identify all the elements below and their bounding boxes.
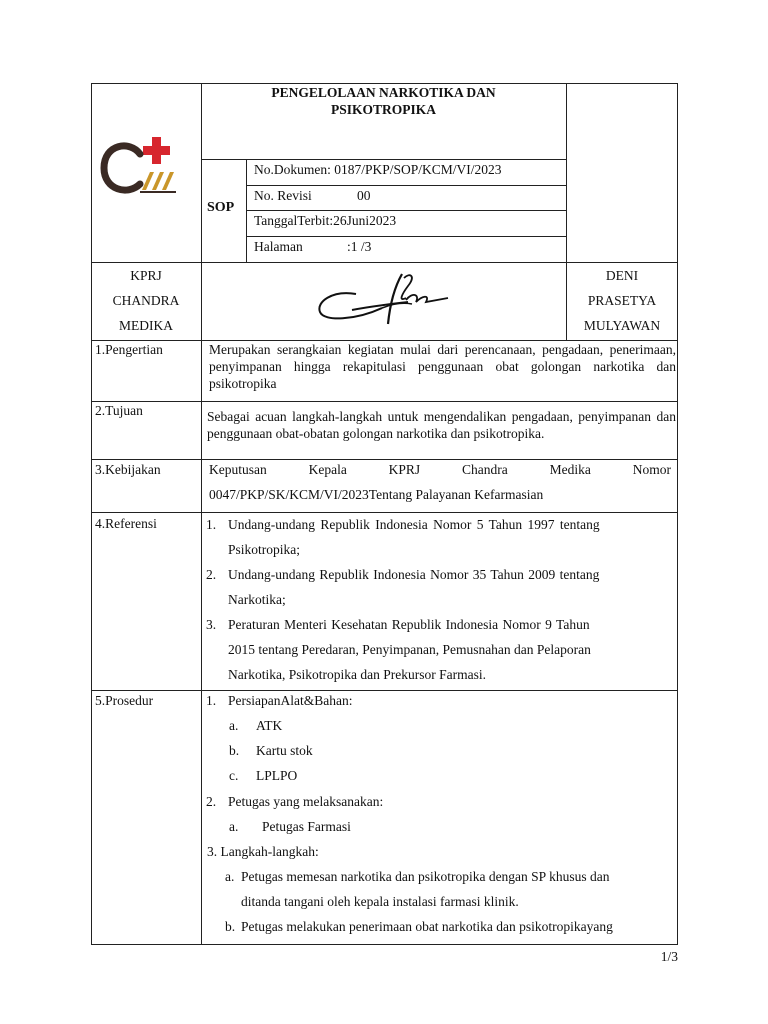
document-title-line: PENGELOLAAN NARKOTIKA DAN <box>271 85 496 100</box>
list-text-line: Narkotika, Psikotropika dan Prekursor Farmasi. <box>228 667 486 682</box>
word: Medika <box>549 462 591 477</box>
word: Kepala <box>308 462 347 477</box>
list-number: 1. <box>206 517 217 532</box>
revision-label: No. Revisi <box>254 188 312 203</box>
list-text-line: 2015 tentang Peredaran, Penyimpanan, Pemusnahan dan Pelaporan <box>228 642 591 657</box>
organization-line: MEDIKA <box>119 318 173 333</box>
word: Chandra <box>462 462 508 477</box>
section-text-kebijakan-line1 <box>209 461 671 478</box>
section-label-referensi: 4.Referensi <box>95 516 157 531</box>
divider <box>91 690 678 691</box>
procedure-step <box>206 688 216 713</box>
sub-letter: c. <box>229 768 239 783</box>
divider <box>246 185 566 186</box>
list-text-line: Narkotika; <box>228 592 286 607</box>
sub-text: Petugas melakukan penerimaan obat narkotika dan psikotropikayang <box>241 919 613 934</box>
page-number: 1/3 <box>660 949 678 964</box>
sub-text: Kartu stok <box>256 743 313 758</box>
document-number: No.Dokumen: 0187/PKP/SOP/KCM/VI/2023 <box>254 162 502 177</box>
step-number: 2. <box>206 794 217 809</box>
signature-icon <box>312 268 452 334</box>
page-label: Halaman <box>254 239 303 254</box>
document-title <box>201 84 566 118</box>
list-item <box>206 562 671 612</box>
page-value: :1 /3 <box>347 239 372 254</box>
sub-text: Petugas Farmasi <box>262 819 351 834</box>
sub-letter: a. <box>229 819 239 834</box>
step-number: 1. <box>206 693 217 708</box>
list-text-line <box>228 512 671 537</box>
sub-letter: a. <box>229 718 239 733</box>
signer-name <box>566 263 678 338</box>
list-text-line: Undang-undang Republik Indonesia Nomor 5 Tahun 1997 tentang <box>228 517 600 532</box>
divider <box>201 340 202 945</box>
divider <box>246 236 566 237</box>
list-text-line: Undang-undang Republik Indonesia Nomor 35 Tahun 2009 tentang <box>228 567 600 582</box>
organization-name <box>91 263 201 338</box>
section-label-tujuan: 2.Tujuan <box>95 403 143 418</box>
divider <box>91 459 678 460</box>
section-label-prosedur: 5.Prosedur <box>95 693 154 708</box>
list-item <box>206 512 671 562</box>
word: Nomor <box>632 462 671 477</box>
section-label-kebijakan: 3.Kebijakan <box>95 462 161 477</box>
section-label-pengertian: 1.Pengertian <box>95 342 163 357</box>
divider <box>201 83 202 340</box>
divider <box>201 159 566 160</box>
list-text <box>228 612 671 687</box>
signature <box>312 268 452 334</box>
sub-text: ditanda tangani oleh kepala instalasi farmasi klinik. <box>241 894 519 909</box>
list-text <box>228 512 671 562</box>
section-text-kebijakan-line2: 0047/PKP/SK/KCM/VI/2023Tentang Palayanan Kefarmasian <box>209 487 544 502</box>
list-number: 3. <box>206 617 217 632</box>
sub-letter: b. <box>225 919 236 934</box>
word: Keputusan <box>209 462 267 477</box>
sub-letter: b. <box>229 743 240 758</box>
logo <box>100 132 186 196</box>
sub-letter: a. <box>225 869 235 884</box>
sub-text: Petugas memesan narkotika dan psikotropika dengan SP khusus dan <box>241 869 610 884</box>
revision-value: 00 <box>357 188 371 203</box>
cross-logo-icon <box>100 132 186 196</box>
procedure-step-text: PersiapanAlat&Bahan: <box>228 693 353 708</box>
signer-line: MULYAWAN <box>583 318 661 333</box>
section-text-pengertian: Merupakan serangkaian kegiatan mulai dari perencanaan, pengadaan, penerimaan, penyimpanan hingga rekapitulasi penggunaan obat golongan narkotika dan psikotropika <box>209 342 676 391</box>
procedure-step-text: Petugas yang melaksanakan: <box>228 794 384 809</box>
organization-line: KPRJ <box>130 268 162 283</box>
procedure-step-text: 3. Langkah-langkah: <box>207 844 319 859</box>
issue-date: TanggalTerbit:26Juni2023 <box>254 213 397 228</box>
divider <box>91 401 678 402</box>
sub-text: ATK <box>256 718 283 733</box>
list-item <box>206 612 671 687</box>
list-text-line: Psikotropika; <box>228 542 301 557</box>
list-number: 2. <box>206 567 217 582</box>
signer-line: DENI <box>605 268 639 283</box>
sop-label: SOP <box>207 200 235 215</box>
word: KPRJ <box>388 462 421 477</box>
signer-line: PRASETYA <box>587 293 657 308</box>
list-text-line: Peraturan Menteri Kesehatan Republik Indonesia Nomor 9 Tahun <box>228 617 590 632</box>
organization-line: CHANDRA <box>112 293 180 308</box>
document-title-line: PSIKOTROPIKA <box>330 102 436 117</box>
sub-text: LPLPO <box>256 768 298 783</box>
section-text-tujuan: Sebagai acuan langkah-langkah untuk mengendalikan pengadaan, penyimpanan dan penggunaan obat-obatan golongan narkotika dan psikotropika. <box>207 409 676 441</box>
divider <box>246 210 566 211</box>
list-text <box>228 562 671 612</box>
